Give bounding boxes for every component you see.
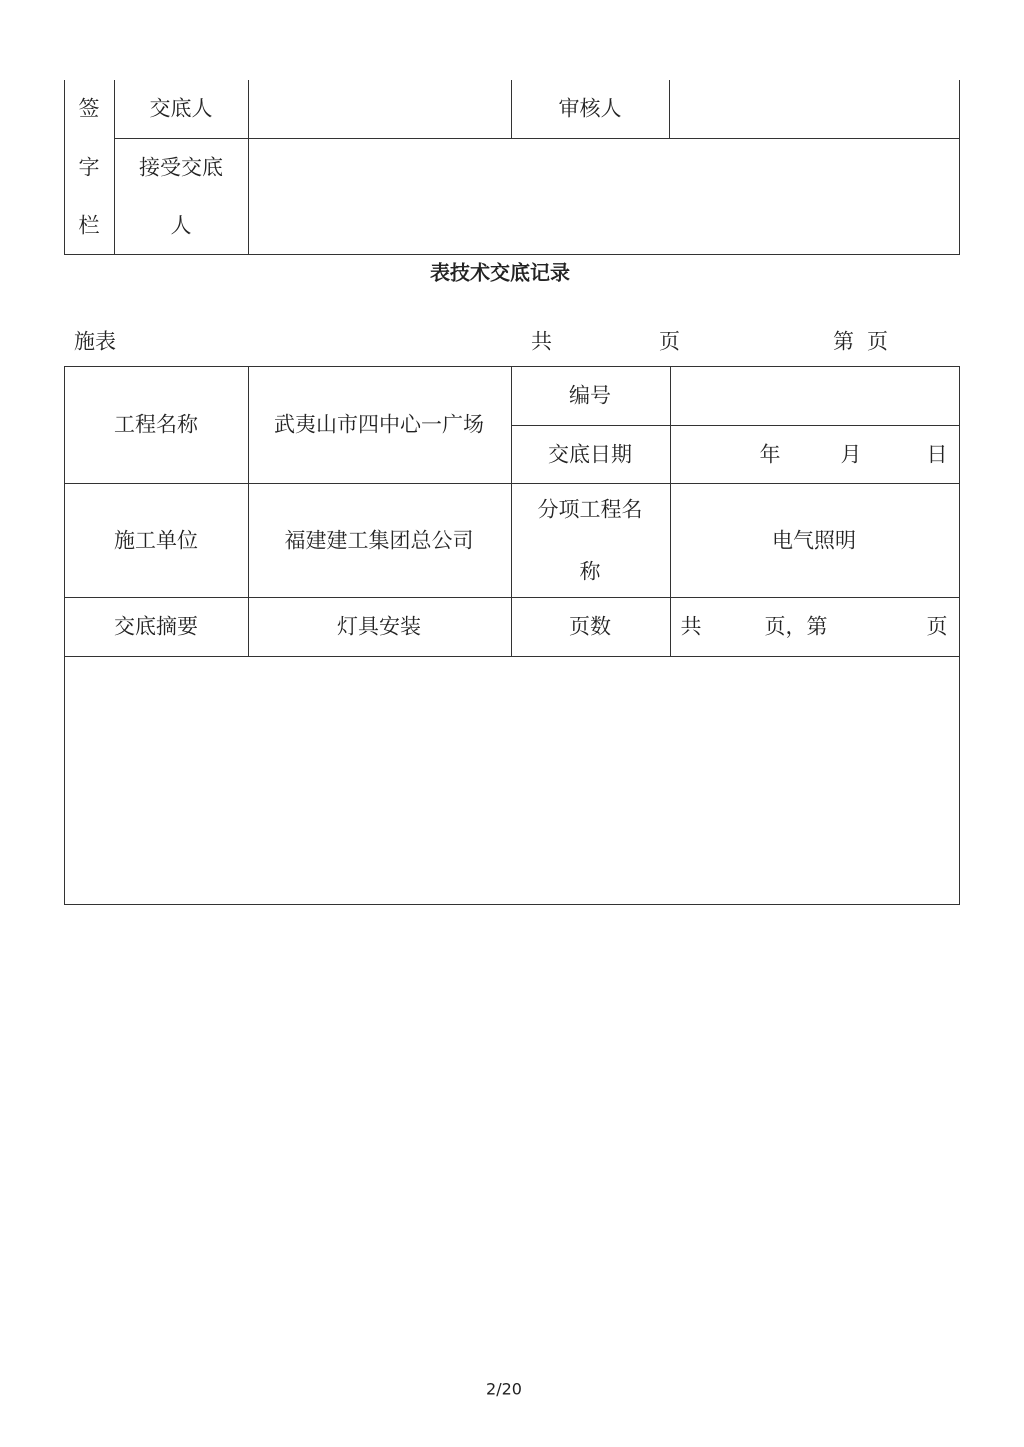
- form-header-left: 施表: [74, 329, 116, 354]
- project-name-value: 武夷山市四中心一广场: [274, 412, 484, 437]
- presenter-signature-field[interactable]: [249, 81, 510, 137]
- summary-value: 灯具安装: [337, 614, 421, 639]
- unit-label: 施工单位: [114, 528, 198, 553]
- sign-col-char-1: 签: [78, 96, 100, 121]
- pages-label: 页数: [569, 614, 611, 639]
- form-title: 表技术交底记录: [430, 260, 570, 285]
- receiver-label-line1: 接受交底: [139, 155, 223, 180]
- subitem-label-line1: 分项工程名: [537, 497, 643, 522]
- date-month: 月: [840, 442, 862, 467]
- header-nth-label: 第: [833, 329, 854, 354]
- unit-value: 福建建工集团总公司: [284, 528, 474, 553]
- page-indicator: 2/20: [486, 1379, 522, 1399]
- date-year: 年: [759, 442, 781, 467]
- sign-col-char-3: 栏: [78, 213, 100, 238]
- header-page-label: 页: [659, 329, 680, 354]
- reviewer-signature-field[interactable]: [670, 81, 958, 137]
- receiver-signature-field[interactable]: [249, 139, 958, 253]
- subitem-value: 电气照明: [772, 528, 856, 553]
- subitem-label-line2: 称: [579, 559, 601, 584]
- date-field[interactable]: [671, 426, 958, 482]
- receiver-label-line2: 人: [170, 213, 192, 238]
- presenter-label: 交底人: [149, 96, 213, 121]
- sign-col-char-2: 字: [78, 155, 100, 180]
- pages-end: 页: [926, 614, 948, 639]
- date-day: 日: [926, 442, 948, 467]
- project-name-label: 工程名称: [114, 412, 198, 437]
- number-field[interactable]: [671, 367, 958, 424]
- disclosure-content-area[interactable]: [65, 657, 958, 903]
- number-label: 编号: [569, 383, 611, 408]
- date-label: 交底日期: [548, 442, 632, 467]
- reviewer-label: 审核人: [558, 96, 622, 121]
- summary-label: 交底摘要: [114, 614, 198, 639]
- header-page2-label: 页: [867, 329, 888, 354]
- header-total-label: 共: [531, 329, 552, 354]
- pages-total: 共: [680, 614, 702, 639]
- pages-mid: 页，第: [764, 614, 828, 639]
